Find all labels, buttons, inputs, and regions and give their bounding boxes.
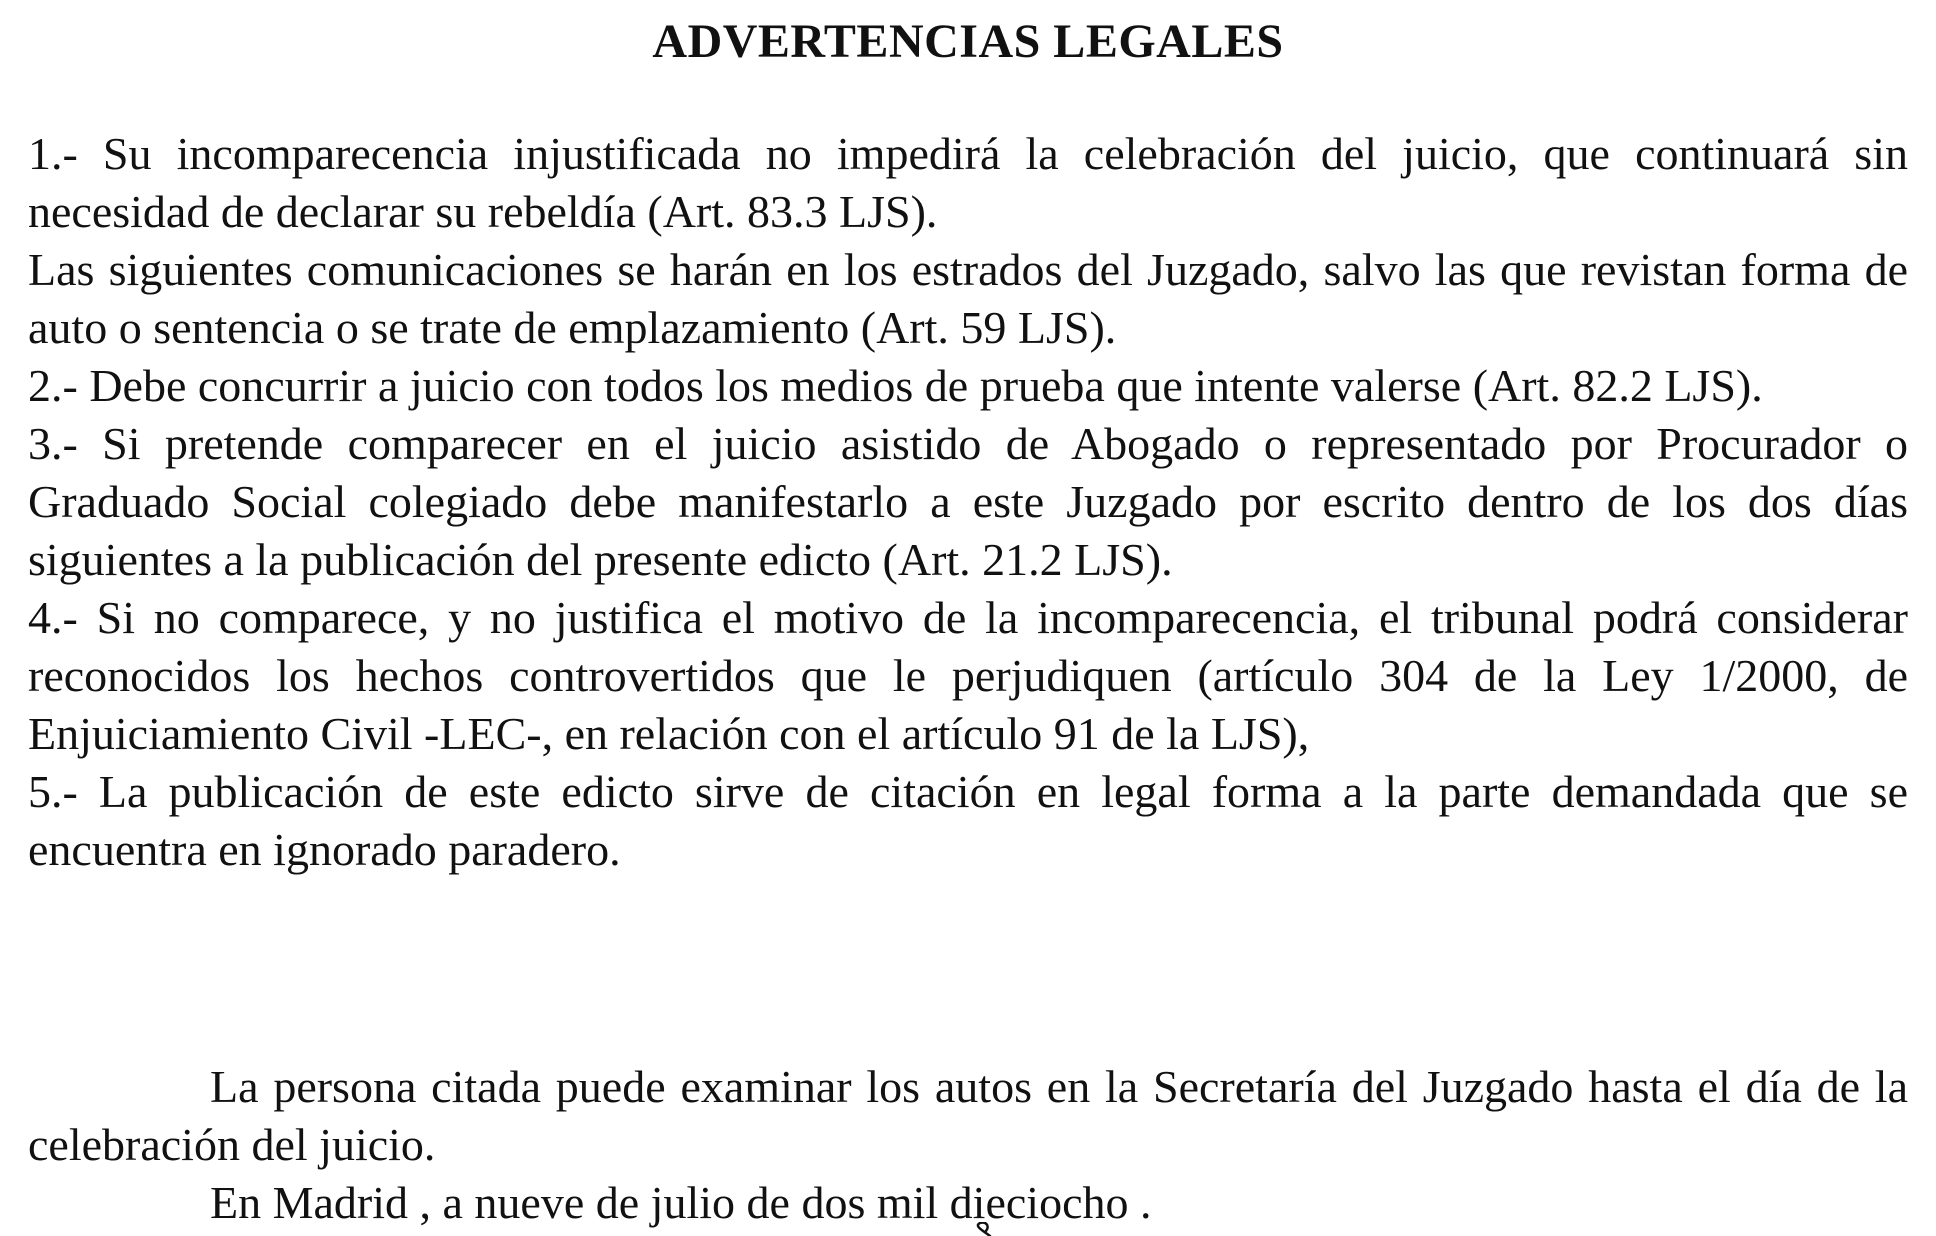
closing-section	[28, 1058, 1908, 1232]
warning-1: 1.- Su incomparecencia injustificada no impedirá la celebración del juicio, que continuará sin necesidad de declarar su rebeldía (Art. 83.3 LJS).	[28, 128, 1908, 237]
closing-note: La persona citada puede examinar los autos en la Secretaría del Juzgado hasta el día de la celebración del juicio.	[28, 1061, 1908, 1170]
warning-1-communications: Las siguientes comunicaciones se harán en los estrados del Juzgado, salvo las que revistan forma de auto o sentencia o se trate de emplazamiento (Art. 59 LJS).	[28, 244, 1908, 353]
warning-2: 2.- Debe concurrir a juicio con todos los medios de prueba que intente valerse (Art. 82.2 LJS).	[28, 360, 1763, 411]
legal-warnings-list	[28, 125, 1908, 879]
place-and-date: En Madrid , a nueve de julio de dos mil dieciocho .	[210, 1177, 1152, 1228]
warning-5: 5.- La publicación de este edicto sirve de citación en legal forma a la parte demandada que se encuentra en ignorado paradero.	[28, 766, 1908, 875]
warning-4: 4.- Si no comparece, y no justifica el motivo de la incomparecencia, el tribunal podrá considerar reconocidos los hechos controvertidos que le perjudiquen (artículo 304 de la Ley 1/2000, de Enjuiciamiento Civil -LEC-, en relación con el artículo 91 de la LJS),	[28, 592, 1908, 759]
signature-stroke	[960, 1222, 1000, 1236]
document-title: ADVERTENCIAS LEGALES	[652, 15, 1284, 68]
warning-3: 3.- Si pretende comparecer en el juicio asistido de Abogado o representado por Procurador o Graduado Social colegiado debe manifestarlo a este Juzgado por escrito dentro de los dos días siguientes a la publicación del presente edicto (Art. 21.2 LJS).	[28, 418, 1908, 585]
